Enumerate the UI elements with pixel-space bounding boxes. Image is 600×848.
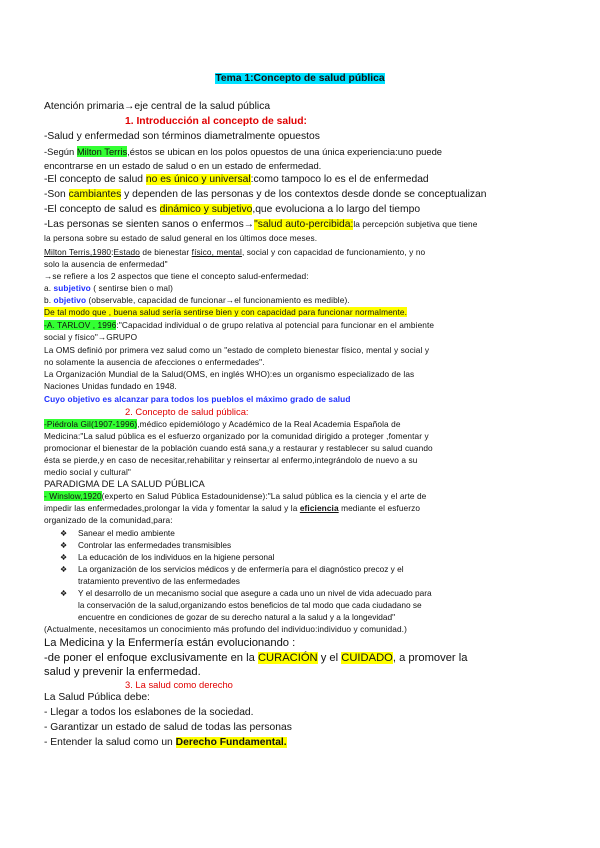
text-line: PARADIGMA DE LA SALUD PÚBLICA [44, 478, 205, 489]
text-line: no solamente la ausencia de afecciones o enfermedades". [44, 357, 265, 367]
title-text: Tema 1:Concepto de salud pública [215, 73, 385, 84]
text-line: -de poner el enfoque exclusivamente en la CURACIÓN y el CUIDADO, a promover la [44, 652, 468, 664]
text-line: Cuyo objetivo es alcanzar para todos los pueblos el máximo grado de salud [44, 394, 351, 404]
text-line: organizado de la comunidad,para: [44, 515, 173, 525]
bullet-icon: ❖ [60, 589, 68, 598]
bullet-icon: ❖ [60, 553, 68, 562]
text-line: - Winslow,1920(experto en Salud Pública Estadounidense):"La salud pública es la ciencia y el arte de [44, 491, 427, 501]
list-item-continuation: tratamiento preventivo de las enfermedades [78, 576, 240, 586]
text-line: →se refiere a los 2 aspectos que tiene el concepto salud-enfermedad: [44, 271, 309, 281]
list-item: La educación de los individuos en la higiene personal [78, 552, 275, 562]
text-line: - Llegar a todos los eslabones de la sociedad. [44, 707, 254, 718]
text-line: Medicina:"La salud pública es el esfuerzo organizado por la comunidad dirigido a proteger ,fomentar y [44, 431, 429, 441]
list-item: Y el desarrollo de un mecanismo social que asegure a cada uno un nivel de vida adecuado para [78, 588, 432, 598]
text-line: La Organización Mundial de la Salud(OMS, en inglés WHO):es un organismo especializado de las [44, 369, 415, 379]
text-line: -El concepto de salud es dinámico y subjetivo,que evoluciona a lo largo del tiempo [44, 204, 421, 215]
text-line: -Salud y enfermedad son términos diametralmente opuestos [44, 131, 320, 142]
text-line: (Actualmente, necesitamos un conocimiento más profundo del individuo:individuo y comunidad.) [44, 624, 407, 634]
text-line: encontrarse en un estado de salud o en un estado de enfermedad. [44, 160, 322, 171]
highlight: CURACIÓN [257, 652, 318, 664]
text-line: - Entender la salud como un Derecho Fundamental. [44, 737, 287, 748]
highlight-tarlov: -A. TARLOV , 1996 [44, 320, 117, 330]
list-item: Sanear el medio ambiente [78, 528, 175, 538]
text-line: a. subjetivo ( sentirse bien o mal) [44, 283, 173, 293]
text-line: -Son cambiantes y dependen de las personas y de los contextos desde donde se conceptualizan [44, 189, 487, 200]
text-line: medio social y cultural" [44, 467, 131, 477]
page-title [0, 73, 600, 85]
text-line: social y físico"→GRUPO [44, 332, 138, 342]
highlight: CUIDADO [341, 652, 393, 664]
highlight: cambiantes [68, 189, 122, 200]
highlight: De tal modo que , buena salud sería sentirse bien y con capacidad para funcionar normalmente. [44, 307, 408, 317]
list-item: La organización de los servicios médicos y de enfermería para el diagnóstico precoz y el [78, 564, 404, 574]
list-item-continuation: encuentre en condiciones de gozar de su derecho natural a la salud y a la longevidad" [78, 612, 396, 622]
highlight-winslow: - Winslow,1920 [44, 491, 102, 501]
text-line: La Salud Pública debe: [44, 692, 150, 703]
text-line: - Garantizar un estado de salud de todas las personas [44, 722, 292, 733]
text-line: Naciones Unidas fundado en 1948. [44, 381, 177, 391]
list-item: Controlar las enfermedades transmisibles [78, 540, 232, 550]
primary-care-line: Atención primaria→eje central de la salud pública [44, 101, 271, 112]
bullet-icon: ❖ [60, 541, 68, 550]
section-heading-3: 3. La salud como derecho [125, 679, 233, 690]
highlight-piedrola-gil: -Piédrola Gil(1907-1996) [44, 419, 138, 429]
section-heading-2: 2. Concepto de salud pública: [125, 406, 249, 417]
highlight: no es único y universal [145, 174, 251, 185]
highlight-milton-terris: Milton Terris [76, 146, 128, 157]
text-line: la persona sobre su estado de salud general en los últimos doce meses. [44, 233, 318, 243]
text-line: La OMS definió por primera vez salud como un "estado de completo bienestar físico, mental y social y [44, 345, 430, 355]
text-line: solo la ausencia de enfermedad" [44, 259, 168, 269]
section-heading-1: 1. Introducción al concepto de salud: [125, 116, 307, 127]
text-line: -Según Milton Terris,éstos se ubican en los polos opuestos de una única experiencia:uno puede [44, 146, 443, 157]
list-item-continuation: la conservación de la salud,organizando estos beneficios de tal modo que cada ciudadano se [78, 600, 422, 610]
text-line: -Las personas se sienten sanos o enfermos→"salud auto-percibida:la percepción subjetiva que tiene [44, 219, 478, 230]
bullet-icon: ❖ [60, 529, 68, 538]
highlight: Derecho Fundamental. [175, 737, 287, 748]
text-line: ésta se pierde,y en caso de necesitar,rehabilitar y reinsertar al enfermo,integrándolo de nuevo a su [44, 455, 418, 465]
bullet-icon: ❖ [60, 565, 68, 574]
text-line: -Piédrola Gil(1907-1996),médico epidemiólogo y Académico de la Real Academia Española de [44, 419, 401, 429]
text-line: -A. TARLOV , 1996:"Capacidad individual o de grupo relativa al potencial para funcionar en el ambiente [44, 320, 435, 330]
highlight: dinámico y subjetivo [159, 204, 253, 215]
text-line: Milton Terris,1980:Estado de bienestar físico, mental, social y con capacidad de funcionamiento, y no [44, 247, 426, 257]
text-line: La Medicina y la Enfermería están evolucionando : [44, 637, 296, 649]
text-line: b. objetivo (observable, capacidad de funcionar→el funcionamiento es medible). [44, 295, 350, 305]
text-line [44, 308, 560, 318]
text-line: -El concepto de salud no es único y universal:como tampoco lo es el de enfermedad [44, 174, 429, 185]
text-line: impedir las enfermedades,prolongar la vida y fomentar la salud y la eficiencia mediante el esfuerzo [44, 503, 421, 513]
text-line: salud y prevenir la enfermedad. [44, 666, 201, 678]
text-line: promocionar el bienestar de la población cuando está sana,y a restaurar y restablecer su salud cuando [44, 443, 433, 453]
highlight: "salud auto-percibida: [254, 219, 354, 230]
